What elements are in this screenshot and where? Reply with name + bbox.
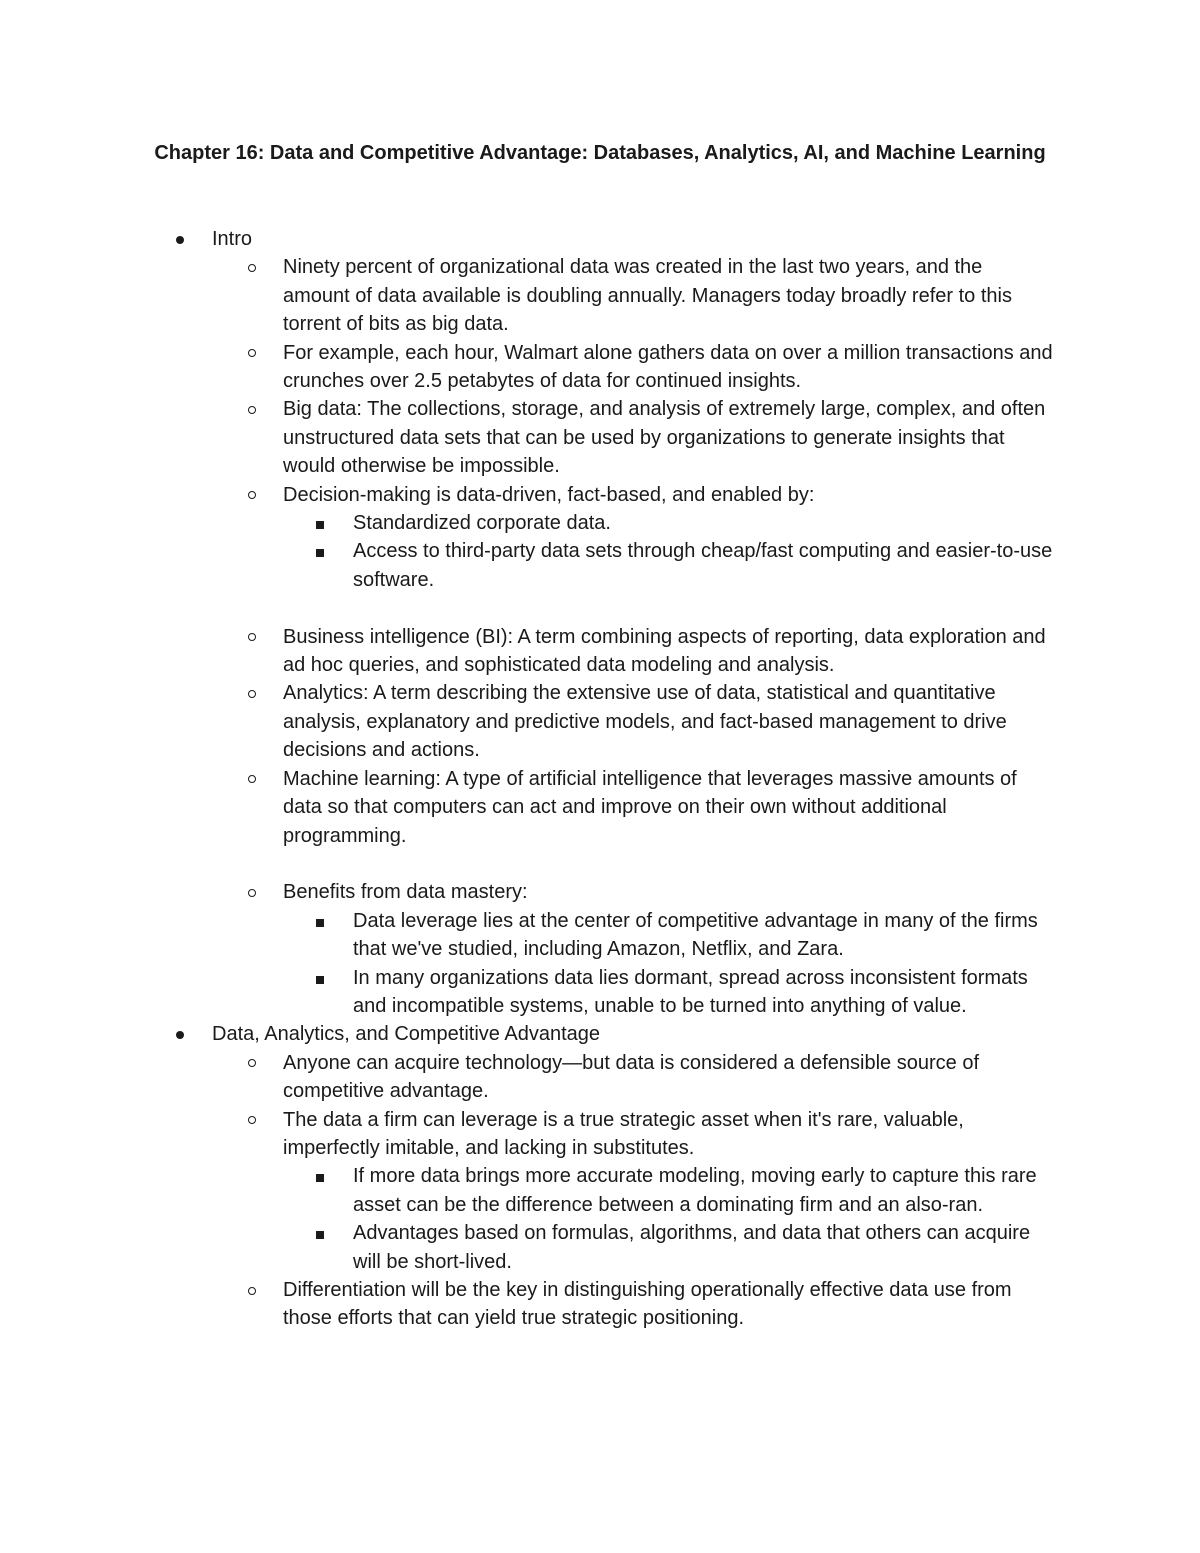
section-heading-intro — [0, 225, 1052, 253]
sub-list-item-text: In many organizations data lies dormant, spread across inconsistent formats and incompatible systems, unable to be turned into anything of value. — [353, 966, 1028, 1017]
sub-list-item — [0, 907, 1053, 964]
sub-list-item — [0, 1219, 1053, 1276]
list-item — [0, 679, 1053, 764]
sub-list-item — [0, 964, 1053, 1021]
list-item — [0, 395, 1053, 480]
list-item — [0, 1049, 1053, 1106]
list-item-text: Big data: The collections, storage, and analysis of extremely large, complex, and often unstructured data sets that can be used by organizations to generate insights that would otherwise be impossible. — [283, 398, 1046, 478]
list-item — [0, 765, 1053, 850]
list-item — [0, 623, 1053, 680]
list-item-text: Anyone can acquire technology—but data is considered a defensible source of competitive advantage. — [283, 1051, 980, 1103]
list-item-text: The data a firm can leverage is a true strategic asset when it's rare, valuable, imperfectly imitable, and lacking in substitutes. — [283, 1108, 964, 1159]
list-item-text: Business intelligence (BI): A term combining aspects of reporting, data exploration and ad hoc queries, and sophisticated data modeling and analysis. — [283, 625, 1046, 677]
sub-list-item-text: Standardized corporate data. — [353, 512, 611, 535]
list-item — [0, 481, 1053, 509]
sub-list-item-text: If more data brings more accurate modeling, moving early to capture this rare asset can be the difference between a dominating firm and an also-ran. — [353, 1165, 1037, 1216]
list-item — [0, 339, 1053, 396]
list-item-text: Benefits from data mastery: — [283, 881, 528, 904]
sub-list-item-text: Access to third-party data sets through cheap/fast computing and easier-to-use software. — [353, 540, 1053, 591]
list-item-text: Differentiation will be the key in distinguishing operationally effective data use from those efforts that can yield true strategic positioning. — [283, 1279, 1012, 1330]
list-item-text: Machine learning: A type of artificial intelligence that leverages massive amounts of data so that computers can act and improve on their own without additional programming. — [283, 767, 1017, 847]
blank-line — [0, 594, 1200, 622]
section-heading-competitive-advantage — [0, 1020, 1052, 1048]
list-item — [0, 1106, 1053, 1163]
list-item-text: For example, each hour, Walmart alone gathers data on over a million transactions and crunches over 2.5 petabytes of data for continued insights. — [283, 341, 1053, 393]
sub-list-item — [0, 537, 1053, 594]
sub-list-item-text: Data leverage lies at the center of competitive advantage in many of the firms that we've studied, including Amazon, Netflix, and Zara. — [353, 909, 1038, 961]
list-item-text: Analytics: A term describing the extensive use of data, statistical and quantitative analysis, explanatory and predictive models, and fact-based management to drive decisions and actions. — [283, 682, 1007, 762]
document-title: Chapter 16: Data and Competitive Advantage: Databases, Analytics, AI, and Machine Learning — [154, 142, 1046, 164]
sub-list-item-text: Advantages based on formulas, algorithms, and data that others can acquire will be short-lived. — [353, 1222, 1031, 1273]
section-heading-text: Intro — [212, 228, 253, 250]
list-item — [0, 253, 1053, 338]
blank-line — [0, 850, 1200, 878]
sub-list-item — [0, 509, 1053, 537]
section-heading-text: Data, Analytics, and Competitive Advantage — [212, 1023, 601, 1046]
list-item — [0, 1276, 1053, 1333]
list-item — [0, 878, 1053, 906]
list-item-text: Decision-making is data-driven, fact-based, and enabled by: — [283, 483, 815, 506]
list-item-text: Ninety percent of organizational data was created in the last two years, and the amount of data available is doubling annually. Managers today broadly refer to this torrent of bits as big data. — [283, 256, 1012, 336]
sub-list-item — [0, 1162, 1053, 1219]
outline — [0, 225, 1200, 1333]
